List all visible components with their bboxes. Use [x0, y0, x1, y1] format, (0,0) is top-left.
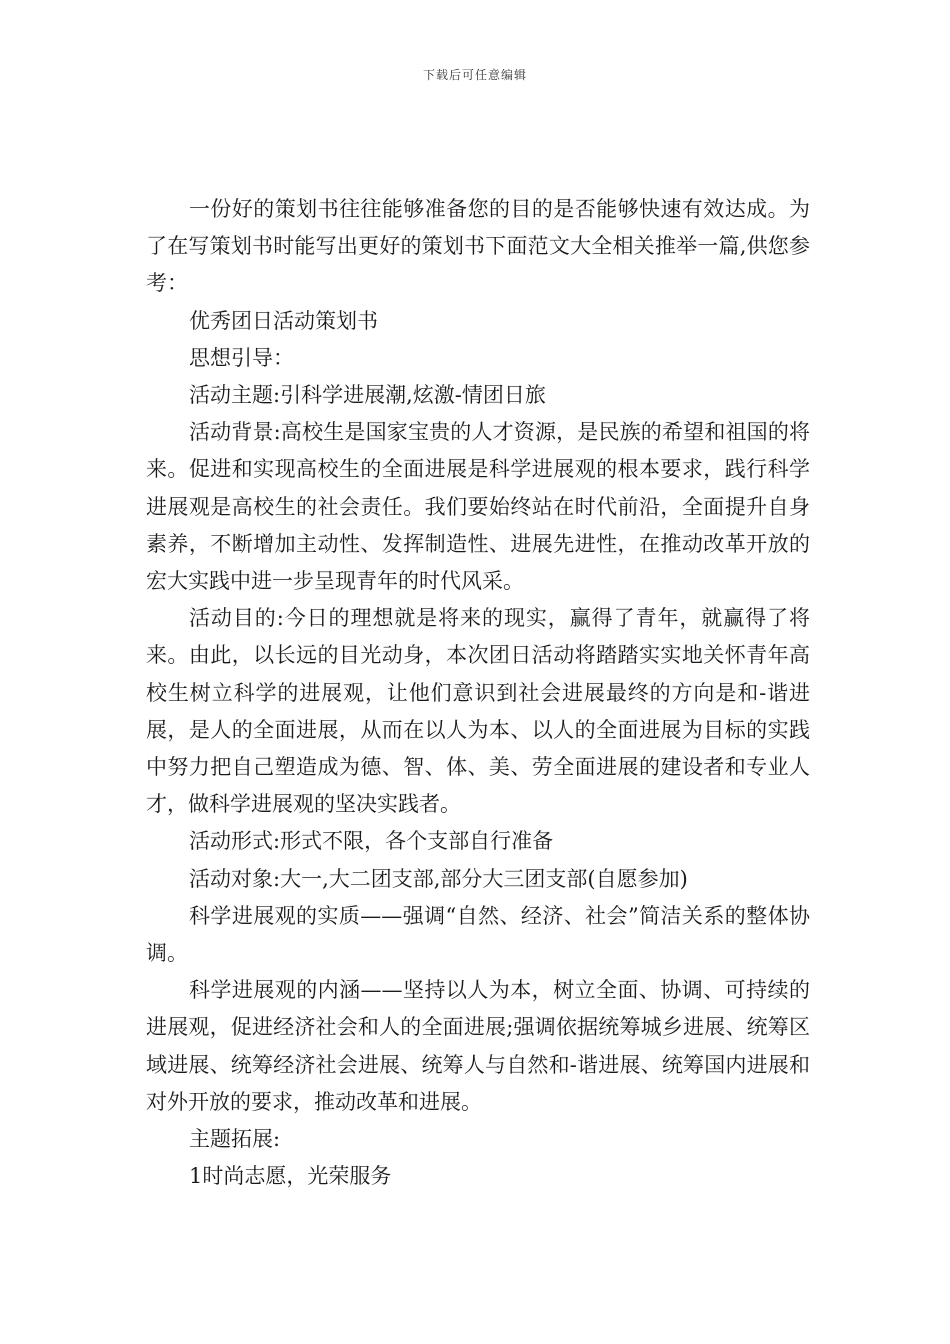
- document-body: [146, 191, 810, 1195]
- paragraph-activity-form: 活动形式:形式不限，各个支部自行准备: [189, 829, 554, 854]
- paragraph-intro: 一份好的策划书往往能够准备您的目的是否能够快速有效达成。为了在写策划书时能写出更好的策划书下面范文大全相关推举一篇,供您参考：: [146, 197, 810, 296]
- paragraph-activity-theme: 活动主题:引科学进展潮,炫激-情团日旅: [189, 383, 546, 408]
- paragraph-connotation: 科学进展观的内涵——坚持以人为本，树立全面、协调、可持续的进展观，促进经济社会和人的全面进展;强调依据统筹城乡进展、统筹区域进展、统筹经济社会进展、统筹人与自然和-谐进展、统筹国内进展和对外开放的要求，推动改革和进展。: [146, 978, 810, 1114]
- paragraph-activity-purpose: 活动目的:今日的理想就是将来的现实，赢得了青年，就赢得了将来。由此，以长远的目光动身，本次团日活动将踏踏实实地关怀青年高校生树立科学的进展观，让他们意识到社会进展最终的方向是和-谐进展，是人的全面进展，从而在以人为本、以人的全面进展为目标的实践中努力把自己塑造成为德、智、体、美、劳全面进展的建设者和专业人才，做科学进展观的坚决实践者。: [146, 606, 810, 817]
- paragraph-activity-background: 活动背景:高校生是国家宝贵的人才资源，是民族的希望和祖国的将来。促进和实现高校生的全面进展是科学进展观的根本要求，践行科学进展观是高校生的社会责任。我们要始终站在时代前沿，全面提升自身素养，不断增加主动性、发挥制造性、进展先进性，在推动改革开放的宏大实践中进一步呈现青年的时代风采。: [146, 420, 810, 594]
- page-header-note: 下载后可任意编辑: [422, 68, 527, 82]
- paragraph-item-1: 1时尚志愿，光荣服务: [189, 1164, 392, 1189]
- paragraph-essence: 科学进展观的实质——强调“自然、经济、社会”简洁关系的整体协调。: [146, 903, 810, 966]
- paragraph-theme-expansion: 主题拓展:: [189, 1127, 281, 1152]
- paragraph-title: 优秀团日活动策划书: [189, 308, 378, 333]
- paragraph-activity-target: 活动对象:大一,大二团支部,部分大三团支部(自愿参加): [189, 866, 688, 891]
- paragraph-thought-guide: 思想引导：: [189, 345, 294, 370]
